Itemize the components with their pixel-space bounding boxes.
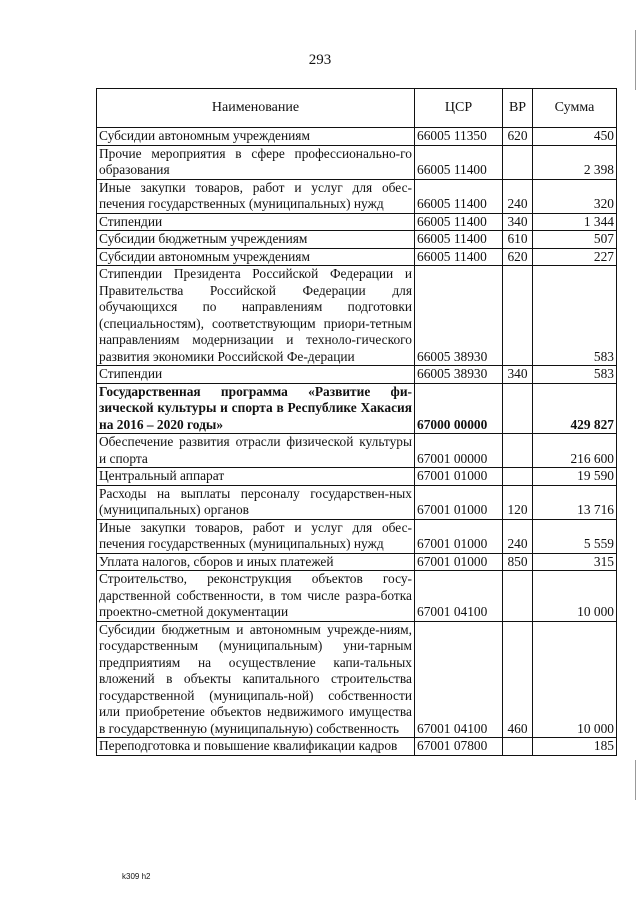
cell-name: Иные закупки товаров, работ и услуг для обес-печения государственных (муниципальных) нужд [97, 179, 415, 213]
table-row [97, 179, 617, 213]
header-name: Наименование [97, 89, 415, 128]
cell-vr: 240 [503, 179, 533, 213]
cell-name: Стипендии [97, 366, 415, 384]
cell-vr: 620 [503, 128, 533, 146]
cell-csr: 67001 01000 [415, 519, 503, 553]
cell-name: Расходы на выплаты персоналу государствен-ных (муниципальных) органов [97, 485, 415, 519]
cell-name: Уплата налогов, сборов и иных платежей [97, 553, 415, 571]
cell-sum: 2 398 [533, 145, 617, 179]
cell-sum: 5 559 [533, 519, 617, 553]
cell-sum: 10 000 [533, 621, 617, 738]
cell-name: Строительство, реконструкция объектов госу-дарственной собственности, в том числе разра-ботка проектно-сметной документации [97, 571, 415, 622]
cell-name: Субсидии автономным учреждениям [97, 128, 415, 146]
cell-name: Государственная программа «Развитие фи-зической культуры и спорта в Республике Хакасия на 2016 – 2020 годы» [97, 383, 415, 434]
cell-vr: 340 [503, 366, 533, 384]
page-number: 293 [308, 52, 332, 68]
table-row [97, 128, 617, 146]
table-row [97, 266, 617, 366]
cell-name: Обеспечение развития отрасли физической культуры и спорта [97, 434, 415, 468]
table-row [97, 519, 617, 553]
cell-sum: 315 [533, 553, 617, 571]
table-row [97, 366, 617, 384]
cell-name: Субсидии автономным учреждениям [97, 248, 415, 266]
cell-name: Стипендии Президента Российской Федерации и Правительства Российской Федерации для обучающихся по направлениям подготовки (специальностям), соответствующим приори-тетным направлениям модернизации и техноло-гического развития экономики Российской Фе-дерации [97, 266, 415, 366]
cell-csr: 67001 04100 [415, 571, 503, 622]
cell-name: Субсидии бюджетным учреждениям [97, 231, 415, 249]
cell-vr: 460 [503, 621, 533, 738]
cell-sum: 583 [533, 266, 617, 366]
table-row [97, 738, 617, 756]
cell-name: Субсидии бюджетным и автономным учрежде-ниям, государственным (муниципальным) уни-тарным предприятиям на осуществление капи-тальных вложений в объекты капитального строительства государственной (муниципаль-ной) собственности или приобретение объектов недвижимого имущества в государственную (муниципальную) собственность [97, 621, 415, 738]
header-vr: ВР [503, 89, 533, 128]
footer-code: k309 h2 [122, 872, 151, 881]
cell-name: Центральный аппарат [97, 468, 415, 486]
cell-csr: 67000 00000 [415, 383, 503, 434]
cell-csr: 66005 38930 [415, 266, 503, 366]
cell-name: Иные закупки товаров, работ и услуг для обес-печения государственных (муниципальных) нужд [97, 519, 415, 553]
table-row [97, 621, 617, 738]
cell-sum: 19 590 [533, 468, 617, 486]
cell-vr: 610 [503, 231, 533, 249]
cell-csr: 67001 00000 [415, 434, 503, 468]
cell-sum: 10 000 [533, 571, 617, 622]
budget-table [96, 88, 617, 756]
cell-vr: 850 [503, 553, 533, 571]
cell-name: Прочие мероприятия в сфере профессионально-го образования [97, 145, 415, 179]
table-row [97, 213, 617, 231]
cell-vr [503, 145, 533, 179]
cell-vr [503, 383, 533, 434]
cell-vr [503, 738, 533, 756]
cell-sum: 216 600 [533, 434, 617, 468]
table-header-row [97, 89, 617, 128]
cell-vr: 340 [503, 213, 533, 231]
cell-vr [503, 468, 533, 486]
cell-csr: 66005 11400 [415, 248, 503, 266]
cell-sum: 1 344 [533, 213, 617, 231]
cell-vr: 120 [503, 485, 533, 519]
cell-csr: 66005 11350 [415, 128, 503, 146]
table-row [97, 553, 617, 571]
cell-vr [503, 434, 533, 468]
cell-csr: 66005 11400 [415, 231, 503, 249]
scan-edge-mark [635, 760, 636, 800]
table-row [97, 434, 617, 468]
table-body [97, 128, 617, 756]
cell-vr [503, 571, 533, 622]
scan-edge-mark [635, 30, 636, 90]
table-row [97, 383, 617, 434]
cell-name: Переподготовка и повышение квалификации кадров [97, 738, 415, 756]
cell-sum: 583 [533, 366, 617, 384]
cell-csr: 67001 01000 [415, 468, 503, 486]
cell-name: Стипендии [97, 213, 415, 231]
cell-vr [503, 266, 533, 366]
cell-csr: 67001 04100 [415, 621, 503, 738]
cell-sum: 450 [533, 128, 617, 146]
header-csr: ЦСР [415, 89, 503, 128]
cell-sum: 185 [533, 738, 617, 756]
cell-csr: 67001 07800 [415, 738, 503, 756]
cell-csr: 66005 11400 [415, 145, 503, 179]
table-row [97, 571, 617, 622]
table-row [97, 468, 617, 486]
cell-csr: 67001 01000 [415, 553, 503, 571]
cell-csr: 67001 01000 [415, 485, 503, 519]
cell-sum: 507 [533, 231, 617, 249]
table-row [97, 248, 617, 266]
cell-csr: 66005 11400 [415, 213, 503, 231]
table-row [97, 145, 617, 179]
header-sum: Сумма [533, 89, 617, 128]
table-row [97, 485, 617, 519]
cell-sum: 227 [533, 248, 617, 266]
cell-sum: 320 [533, 179, 617, 213]
cell-csr: 66005 11400 [415, 179, 503, 213]
cell-csr: 66005 38930 [415, 366, 503, 384]
cell-vr: 240 [503, 519, 533, 553]
cell-sum: 429 827 [533, 383, 617, 434]
cell-vr: 620 [503, 248, 533, 266]
cell-sum: 13 716 [533, 485, 617, 519]
table-row [97, 231, 617, 249]
